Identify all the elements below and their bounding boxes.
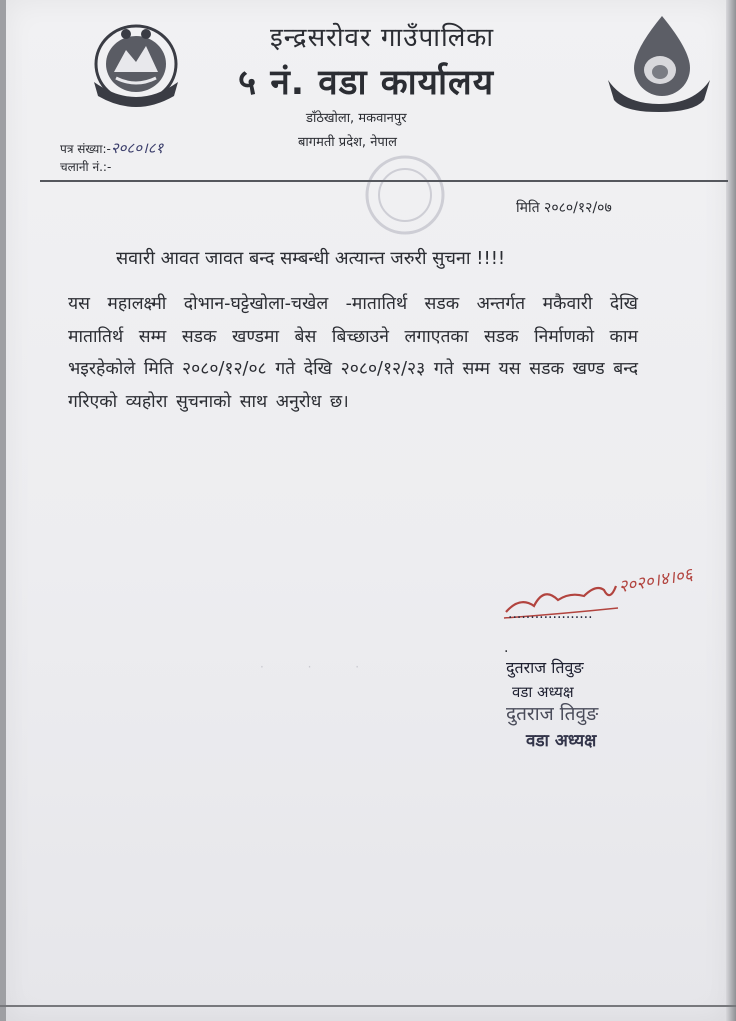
notice-subject: सवारी आवत जावत बन्द सम्बन्धी अत्यान्त जरुरी सुचना !!!! [116, 248, 506, 269]
address-line-2: बागमती प्रदेश, नेपाल [298, 135, 397, 150]
dispatch-number-label: चलानी नं.:- [60, 160, 112, 174]
signer-title: वडा अध्यक्ष [512, 683, 574, 701]
municipality-name: इन्द्रसरोवर गाउँपालिका [270, 23, 495, 53]
stamp-signer-name: दुतराज तिवुङ [506, 703, 599, 725]
notice-body: यस महालक्ष्मी दोभान-घट्टेखोला-चखेल -मातातिर्थ सडक अन्तर्गत मकैवारी देखि मातातिर्थ सम्म सडक खण्डमा बेस बिच्छाउने लगाएतका सडक निर्माणको काम भइरहेकोले मिति २०८०/१२/०८ गते देखि २०८०/१२/२३ गते सम्म यस सडक खण्ड बन्द गरिएको व्यहोरा सुचनाको साथ अनुरोध छ। [68, 294, 638, 412]
handwritten-signature [500, 556, 730, 626]
letter-number-label: पत्र संख्या:- [60, 142, 111, 156]
address-line-1: डाँठेखोला, मकवानपुर [306, 111, 407, 126]
letter-number-value: २०८०।८१ [110, 139, 164, 157]
signature-dots: ................... [508, 606, 593, 622]
signature-bullet: . [504, 640, 509, 656]
municipality-logo-icon [604, 12, 714, 112]
signature-date: २०२०।४।०६ [617, 564, 695, 598]
government-emblem-icon [86, 20, 186, 110]
letter-date: मिति २०८०/१२/०७ [516, 200, 612, 216]
signer-name: दुतराज तिवुङ [506, 658, 584, 677]
office-name: ५ नं. वडा कार्यालय [238, 63, 495, 103]
page-edge-shadow [726, 0, 736, 1021]
header-divider [40, 180, 728, 182]
stamp-signer-title: वडा अध्यक्ष [526, 731, 597, 751]
letter-number [60, 138, 163, 158]
faded-stamp-icon [360, 150, 450, 240]
page-bottom-edge [0, 1005, 736, 1007]
faint-marks: · · · [260, 660, 380, 674]
